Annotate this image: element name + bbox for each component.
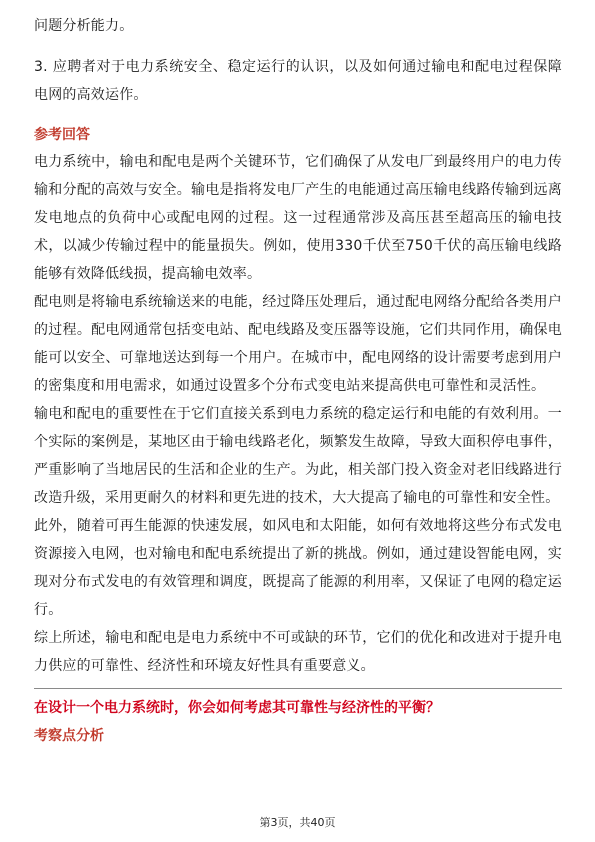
answer-paragraph-4: 此外，随着可再生能源的快速发展，如风电和太阳能，如何有效地将这些分布式发电资源接入电网，也对输电和配电系统提出了新的挑战。例如，通过建设智能电网，实现对分布式发电的有效管理和调度，既提高了能源的利用率，又保证了电网的稳定运行。 <box>34 518 562 618</box>
question-point-3: 3. 应聘者对于电力系统安全、稳定运行的认识，以及如何通过输电和配电过程保障电网的高效运作。 <box>34 59 562 103</box>
answer-paragraph-5: 综上所述，输电和配电是电力系统中不可或缺的环节，它们的优化和改进对于提升电力供应的可靠性、经济性和环境友好性具有重要意义。 <box>34 630 562 674</box>
page-footer: 第3页，共40页 <box>259 816 336 829</box>
answer-heading: 参考回答 <box>34 127 90 143</box>
section-divider <box>34 688 562 689</box>
answer-paragraph-2: 配电则是将输电系统输送来的电能，经过降压处理后，通过配电网络分配给各类用户的过程。配电网通常包括变电站、配电线路及变压器等设施，它们共同作用，确保电能可以安全、可靠地送达到每一个用户。在城市中，配电网络的设计需要考虑到用户的密集度和用电需求，如通过设置多个分布式变电站来提高供电可靠性和灵活性。 <box>34 294 562 394</box>
document-page <box>34 0 562 749</box>
answer-paragraph-1: 电力系统中，输电和配电是两个关键环节，它们确保了从发电厂到最终用户的电力传输和分配的高效与安全。输电是指将发电厂产生的电能通过高压输电线路传输到远离发电地点的负荷中心或配电网的过程。这一过程通常涉及高压甚至超高压的输电技术，以减少传输过程中的能量损失。例如，使用330千伏至750千伏的高压输电线路能够有效降低线损，提高输电效率。 <box>34 154 562 282</box>
analysis-heading: 考察点分析 <box>34 728 104 744</box>
next-question: 在设计一个电力系统时，你会如何考虑其可靠性与经济性的平衡？ <box>34 700 440 716</box>
answer-paragraph-3: 输电和配电的重要性在于它们直接关系到电力系统的稳定运行和电能的有效利用。一个实际的案例是，某地区由于输电线路老化，频繁发生故障，导致大面积停电事件，严重影响了当地居民的生活和企业的生产。为此，相关部门投入资金对老旧线路进行改造升级，采用更耐久的材料和更先进的技术，大大提高了输电的可靠性和安全性。 <box>34 406 562 506</box>
intro-line: 问题分析能力。 <box>34 18 134 34</box>
